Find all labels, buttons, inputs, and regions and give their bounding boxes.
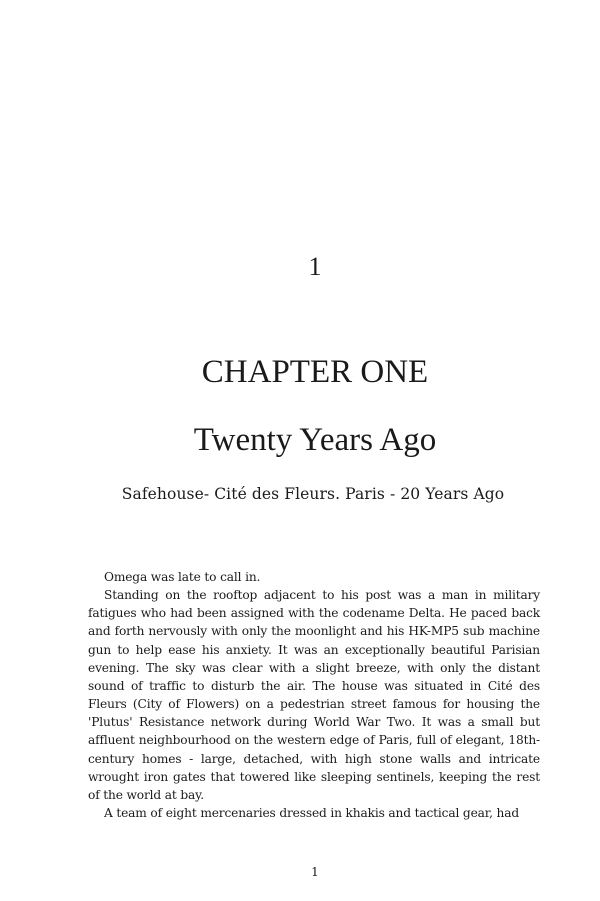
paragraph: A team of eight mercenaries dressed in khakis and tactical gear, had [104, 806, 519, 821]
paragraph: Standing on the rooftop adjacent to his post was a man in military fatigues who had been assigned with the codename Delta. He paced back and forth nervously with only the moonlight and his HK-MP5 sub machine gun to help ease his anxiety. It was an exceptionally beautiful Parisian evening. The sky was clear with a slight breeze, with only the distant sound of traffic to disturb the air. The house was situated in Cité des Fleurs (City of Flowers) on a pedestrian street famous for housing the 'Plutus' Resistance network during World War Two. It was a small but affluent neighbourhood on the western edge of Paris, full of elegant, 18th-century homes - large, detached, with high stone walls and intricate wrought iron gates that towered like sleeping sentinels, keeping the rest of the world at bay. [88, 588, 540, 802]
paragraph: Omega was late to call in. [104, 570, 261, 584]
scene-heading: Safehouse- Cité des Fleurs. Paris - 20 Years Ago [121, 485, 505, 503]
chapter-number: 1 [308, 252, 322, 281]
body-text [88, 568, 540, 822]
chapter-subtitle: Twenty Years Ago [193, 422, 437, 458]
chapter-title: CHAPTER ONE [201, 354, 429, 390]
page-number: 1 [311, 865, 319, 879]
